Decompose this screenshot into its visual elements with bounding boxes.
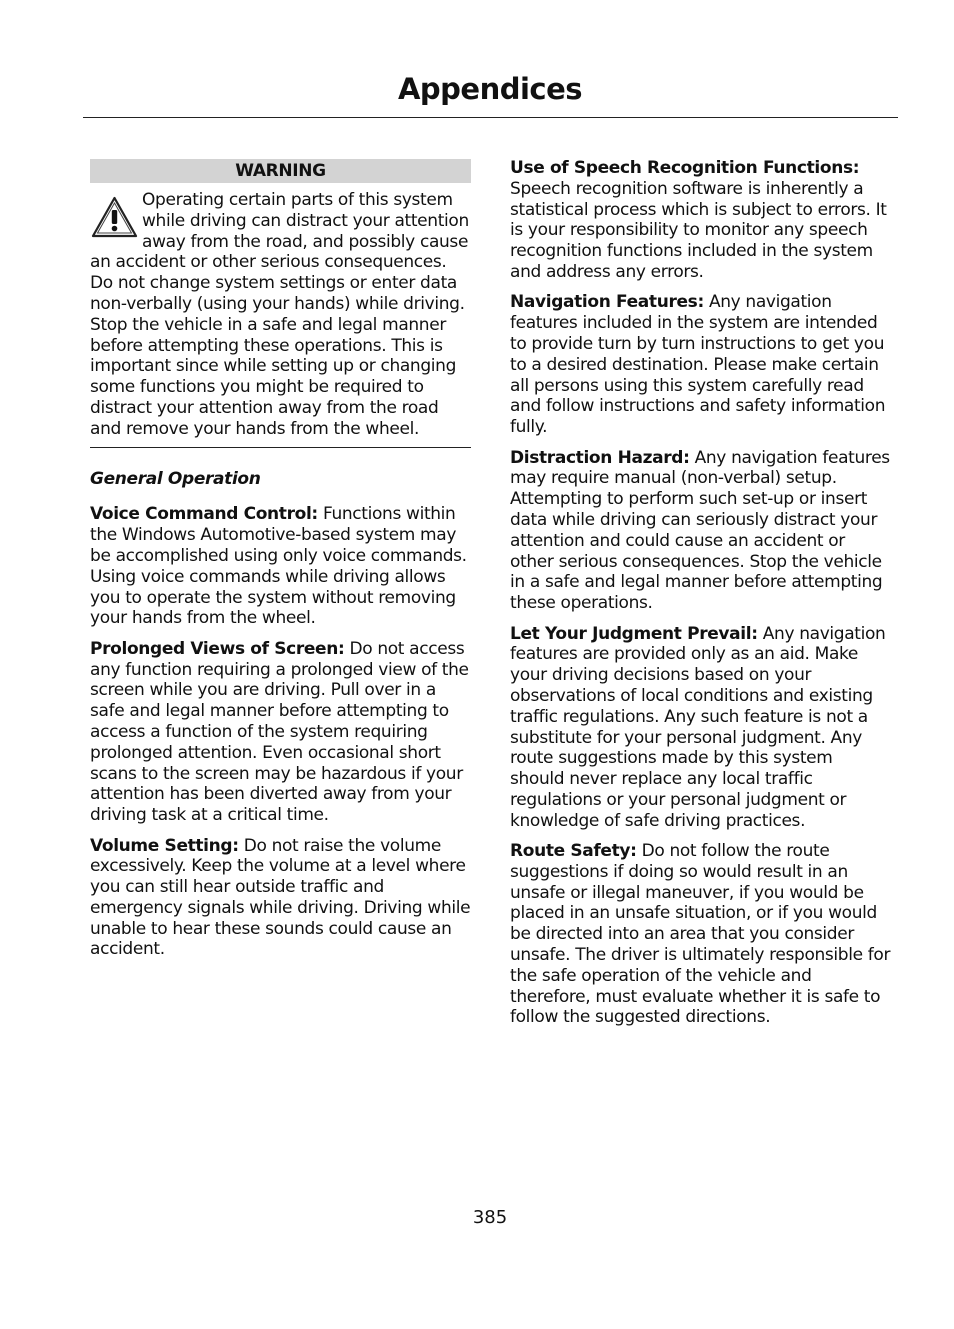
paragraph-distraction-hazard: [510, 448, 891, 614]
paragraph-speech-recognition: [510, 158, 891, 283]
paragraph-text: Any navigation features may require manual (non-verbal) setup. Attempting to perform such set-up or insert data while driving can seriously distract your attention and could cause an accident or other serious consequences. Stop the vehicle in a safe and legal manner before attempting these operations.: [510, 447, 890, 614]
paragraph-voice-command-control: [90, 504, 471, 629]
paragraph-text: Any navigation features included in the system are intended to provide turn by turn instructions to get you to a desired destination. Please make certain all persons using this system carefully read and follow instructions and safety information fully.: [510, 292, 886, 438]
paragraph-lead: Voice Command Control:: [90, 504, 318, 525]
page-number: 385: [472, 1207, 508, 1228]
paragraph-prolonged-views: [90, 639, 471, 826]
warning-heading: WARNING: [90, 159, 471, 183]
paragraph-text: Do not raise the volume excessively. Keep the volume at a level where you can still hear outside traffic and emergency signals while driving. Driving while unable to hear these sounds could cause an accident.: [90, 835, 471, 960]
paragraph-lead: Volume Setting:: [90, 835, 239, 856]
left-column: [90, 158, 471, 970]
warning-box: [90, 159, 471, 448]
paragraph-judgment: [510, 624, 891, 832]
paragraph-route-safety: [510, 841, 891, 1028]
warning-text: Operating certain parts of this system while driving can distract your attention away from the road, and possibly cause an accident or other serious consequences. Do not change system settings or enter data non-verbally (using your hands) while driving. Stop the vehicle in a safe and legal manner before attempting these operations. This is important since while setting up or changing some functions you might be required to distract your attention away from the road and remove your hands from the wheel.: [90, 190, 469, 439]
paragraph-lead: Distraction Hazard:: [510, 447, 690, 468]
paragraph-text: Do not follow the route suggestions if doing so would result in an unsafe or illegal maneuver, if you would be placed in an unsafe situation, or if you would be directed into an area that you consider unsafe. The driver is ultimately responsible for the safe operation of the vehicle and therefore, must evaluate whether it is safe to follow the suggested directions.: [510, 841, 891, 1028]
title-divider: [83, 117, 898, 118]
section-heading: General Operation: [90, 468, 261, 489]
paragraph-text: Functions within the Windows Automotive-based system may be accomplished using only voice commands. Using voice commands while driving allows you to operate the system without removing your hands from the wheel.: [90, 504, 467, 629]
page-title: Appendices: [397, 72, 583, 106]
paragraph-lead: Route Safety:: [510, 841, 637, 862]
paragraph-text: Any navigation features are provided only as an aid. Make your driving decisions based on your observations of local conditions and existing traffic regulations. Any such feature is not a substitute for your personal judgment. Any route suggestions made by this system should never replace any local traffic regulations or your personal judgment or knowledge of safe driving practices.: [510, 623, 886, 831]
warning-divider: [90, 447, 471, 448]
paragraph-volume-setting: [90, 836, 471, 961]
paragraph-text: Do not access any function requiring a prolonged view of the screen while you are driving. Pull over in a safe and legal manner before attempting to access a function of the system requiring prolonged attention. Even occasional short scans to the screen may be hazardous if your attention has been diverted away from your driving task at a critical time.: [90, 638, 469, 826]
warning-triangle-icon: [90, 195, 139, 239]
right-column: [510, 158, 891, 1038]
paragraph-text: Speech recognition software is inherently a statistical process which is subject to errors. It is your responsibility to monitor any speech recognition functions included in the system and address any errors.: [510, 178, 887, 282]
paragraph-lead: Navigation Features:: [510, 292, 704, 313]
paragraph-lead: Use of Speech Recognition Functions:: [510, 158, 860, 178]
paragraph-navigation-features: [510, 292, 891, 438]
warning-body: [90, 190, 471, 440]
paragraph-lead: Prolonged Views of Screen:: [90, 638, 345, 659]
paragraph-lead: Let Your Judgment Prevail:: [510, 623, 758, 644]
